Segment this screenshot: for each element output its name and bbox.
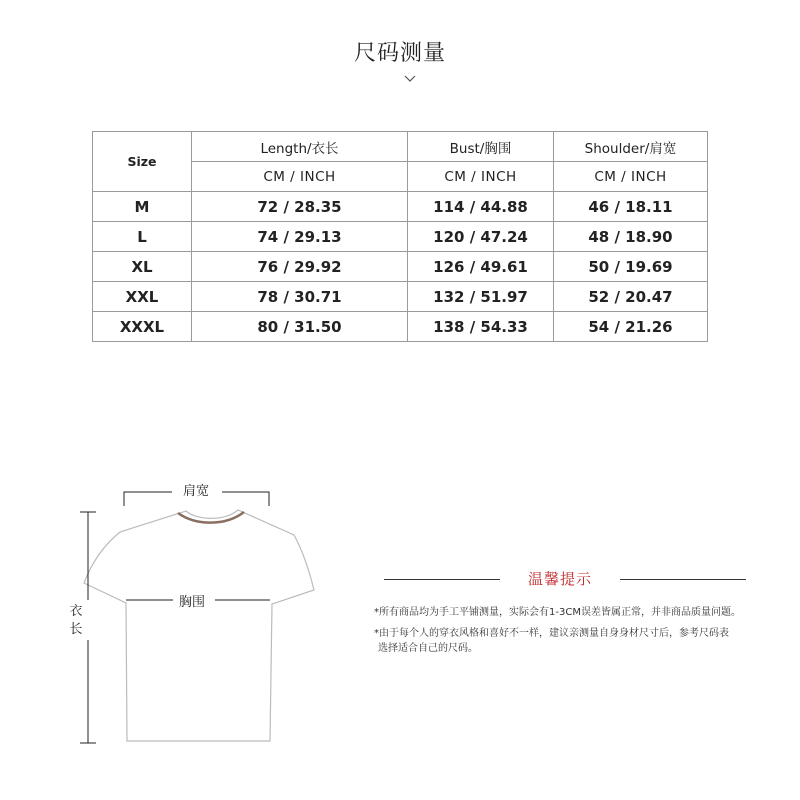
table-row [93, 252, 708, 282]
shoulder-cell: 50 / 19.69 [554, 252, 708, 282]
table-row [93, 312, 708, 342]
length-cell: 72 / 28.35 [192, 192, 408, 222]
size-cell: XXXL [93, 312, 192, 342]
tips-note: *所有商品均为手工平铺测量，实际会有1-3CM误差皆属正常，并非商品质量问题。 [374, 607, 741, 618]
size-chart-table [92, 131, 708, 342]
shoulder-cell: 48 / 18.90 [554, 222, 708, 252]
unit-header-shoulder: CM / INCH [554, 162, 708, 192]
tips-note: 选择适合自己的尺码。 [378, 643, 478, 654]
tips-divider-right [620, 579, 746, 580]
size-cell: XXL [93, 282, 192, 312]
table-row [93, 192, 708, 222]
size-header: Size [93, 132, 192, 192]
tips-note: *由于每个人的穿衣风格和喜好不一样，建议亲测量自身身材尺寸后，参考尺码表 [374, 628, 729, 639]
table-row [93, 282, 708, 312]
bust-cell: 120 / 47.24 [408, 222, 554, 252]
bust-cell: 132 / 51.97 [408, 282, 554, 312]
bust-cell: 114 / 44.88 [408, 192, 554, 222]
shoulder-cell: 52 / 20.47 [554, 282, 708, 312]
chevron-down-icon [404, 75, 416, 83]
tips-divider-left [384, 579, 500, 580]
column-header-bust: Bust/胸围 [408, 132, 554, 162]
shoulder-measure-line-right [222, 492, 269, 506]
table-row [93, 222, 708, 252]
bust-cell: 138 / 54.33 [408, 312, 554, 342]
shoulder-cell: 46 / 18.11 [554, 192, 708, 222]
shoulder-label: 肩宽 [183, 484, 210, 499]
tips-title: 温馨提示 [527, 570, 592, 588]
length-cell: 74 / 29.13 [192, 222, 408, 252]
length-label: 衣长 [69, 604, 83, 637]
length-cell: 76 / 29.92 [192, 252, 408, 282]
bust-label: 胸围 [179, 595, 206, 610]
size-cell: L [93, 222, 192, 252]
tshirt-outline [84, 510, 314, 741]
size-cell: XL [93, 252, 192, 282]
column-header-shoulder: Shoulder/肩宽 [554, 132, 708, 162]
tshirt-diagram [60, 470, 360, 760]
shoulder-measure-line [124, 492, 172, 506]
length-cell: 78 / 30.71 [192, 282, 408, 312]
column-header-length: Length/衣长 [192, 132, 408, 162]
shoulder-cell: 54 / 21.26 [554, 312, 708, 342]
length-cell: 80 / 31.50 [192, 312, 408, 342]
page-title: 尺码测量 [353, 41, 446, 66]
size-cell: M [93, 192, 192, 222]
bust-cell: 126 / 49.61 [408, 252, 554, 282]
unit-header-bust: CM / INCH [408, 162, 554, 192]
unit-header-length: CM / INCH [192, 162, 408, 192]
